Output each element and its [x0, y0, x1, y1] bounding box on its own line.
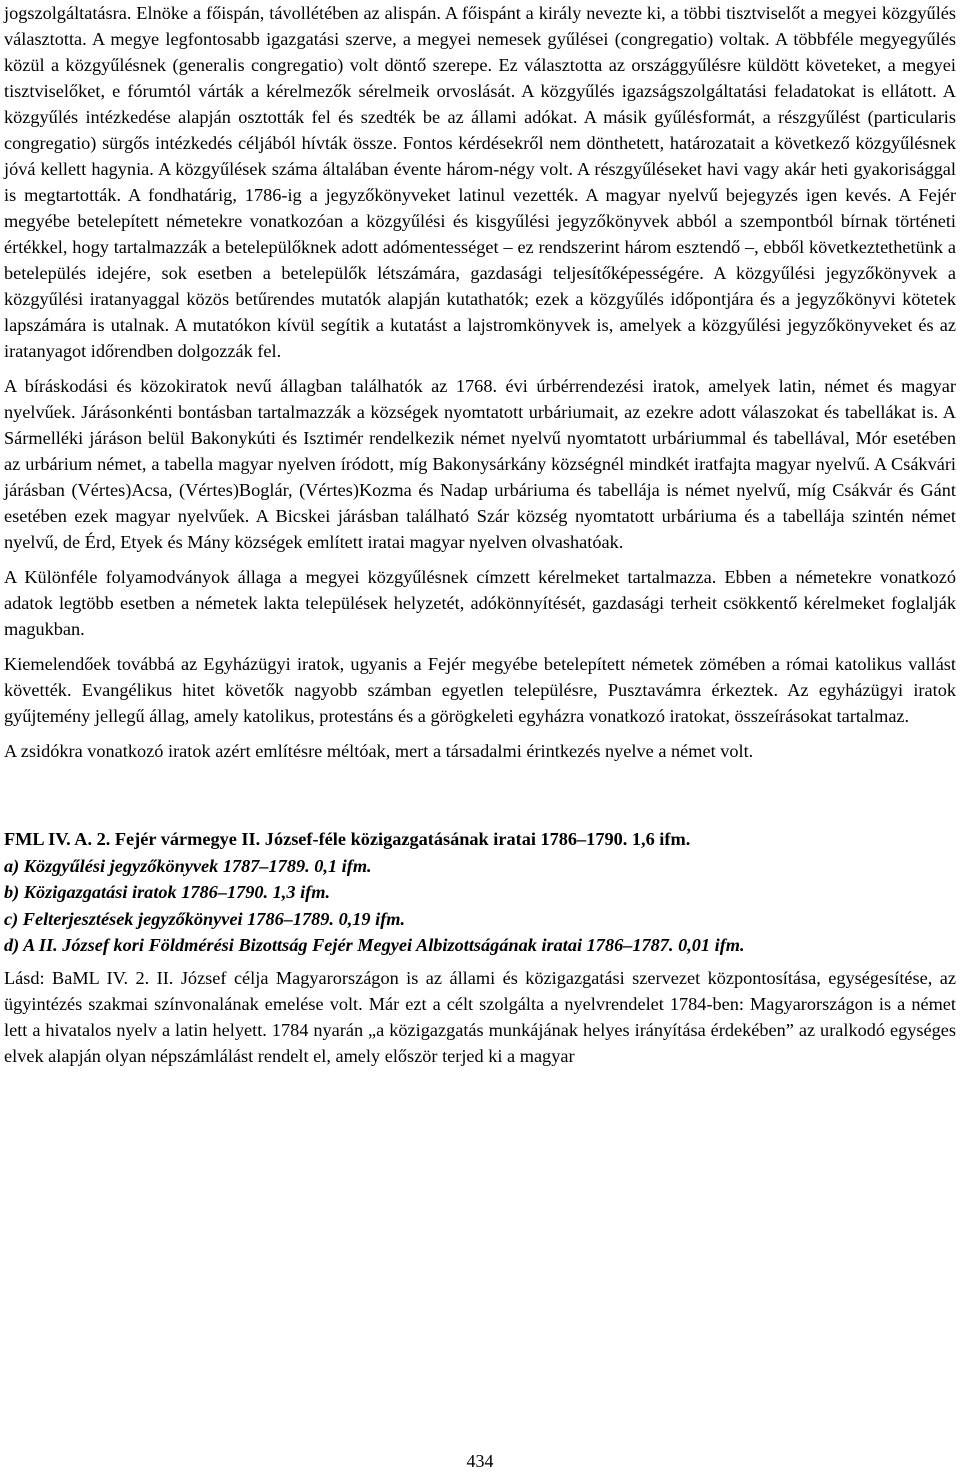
fonds-title: FML IV. A. 2. Fejér vármegye II. József-féle közigazgatásának iratai 1786–1790. 1,6 ifm.	[4, 829, 691, 849]
body-paragraph: A bíráskodási és közokiratok nevű állagban találhatók az 1768. évi úrbérrendezési iratok, amelyek latin, német és magyar nyelvűek. Járásonkénti bontásban tartalmazzák a községek nyomtatott urbáriumait, az ezekre adott válaszokat és tabellákat is. A Sármelléki járáson belül Bakonykúti és Isztimér rendelkezik német nyelvű nyomtatott urbáriummal és tabellával, Mór esetében az urbárium német, a tabella magyar nyelven íródott, míg Bakonysárkány községnél mindkét iratfajta magyar nyelvű. A Csákvári járásban (Vértes)Acsa, (Vértes)Boglár, (Vértes)Kozma és Nadap urbáriuma és tabellája is német nyelvű, míg Csákvár és Gánt esetében ezek magyar nyelvűek. A Bicskei járásban található Szár község nyomtatott urbáriuma és a tabellája szintén német nyelvű, de Érd, Etyek és Mány községek említett iratai magyar nyelven olvashatóak.	[4, 376, 956, 552]
body-paragraph: A zsidókra vonatkozó iratok azért említésre méltóak, mert a társadalmi érintkezés nyelve a német volt.	[4, 741, 754, 761]
document-page	[4, 0, 956, 1069]
body-paragraph: Kiemelendőek továbbá az Egyházügyi iratok, ugyanis a Fejér megyébe betelepített németek zömében a római katolikus vallást követték. Evangélikus hitet követők nagyobb számban egyetlen településre, Pusztavámra érkeztek. Az egyházügyi iratok gyűjtemény jellegű állag, amely katolikus, protestáns és a görögkeleti egyházra vonatkozó iratokat, összeírásokat tartalmaz.	[4, 654, 956, 726]
subseries-item: b) Közigazgatási iratok 1786–1790. 1,3 ifm.	[4, 882, 331, 902]
body-paragraph: jogszolgáltatásra. Elnöke a főispán, távollétében az alispán. A főispánt a király nevezte ki, a többi tisztviselőt a megyei közgyűlés választotta. A megye legfontosabb igazgatási szerve, a megyei nemesek gyűlései (congregatio) voltak. A többféle megyegyűlés közül a közgyűlésnek (generalis congregatio) volt döntő szerepe. Ez választotta az országgyűlésre küldött követeket, a megyei tisztviselőket, e fórumtól várták a kérelmezők sérelmeik orvoslását. A közgyűlés igazságszolgáltatási feladatokat is ellátott. A közgyűlés intézkedése alapján osztották fel és szedték be az állami adókat. A másik gyűlésformát, a részgyűlést (particularis congregatio) sürgős intézkedés céljából hívták össze. Fontos kérdésekről nem dönthetett, határozatait a következő közgyűlésnek jóvá kellett hagynia. A közgyűlések száma általában évente három-négy volt. A részgyűléseket havi vagy akár heti gyakorisággal is megtartották. A fondhatárig, 1786-ig a jegyzőkönyveket latinul vezették. A magyar nyelvű bejegyzés igen kevés. A Fejér megyébe betelepített németekre vonatkozóan a közgyűlési és kisgyűlési jegyzőkönyvek abból a szempontból bírnak történeti értékkel, hogy tartalmazzák a betelepülőknek adott adómentességet – ez rendszerint három esztendő –, ebből következtethetünk a betelepülés idejére, sok esetben a betelepülők létszámára, gazdasági teljesítőképességére. A közgyűlési jegyzőkönyvek a közgyűlési iratanyaggal közös betűrendes mutatók alapján kutathatók; ezek a közgyűlés időpontjára és a jegyzőkönyvi kötetek lapszámára is utalnak. A mutatókon kívül segítik a kutatást a lajstromkönyvek is, amelyek a közgyűlési jegyzőkönyveket és az iratanyagot időrendben dolgozzák fel.	[4, 3, 956, 361]
fonds-entry	[4, 826, 956, 1069]
body-paragraph: A Különféle folyamodványok állaga a megyei közgyűlésnek címzett kérelmeket tartalmazza. Ebben a németekre vonatkozó adatok legtöbb esetben a németek lakta települések helyzetét, adókönnyítését, gazdasági terheit csökkentő kérelmeket foglalják magukban.	[4, 567, 956, 639]
page-number: 434	[466, 1451, 494, 1471]
subseries-item: c) Felterjesztések jegyzőkönyvei 1786–1789. 0,19 ifm.	[4, 908, 406, 929]
section-spacer	[4, 773, 956, 826]
reference-paragraph: Lásd: BaML IV. 2. II. József célja Magyarországon is az állami és közigazgatási szervezet központosítása, egységesítése, az ügyintézés szakmai színvonalának emelése volt. Már ezt a célt szolgálta a nyelvrendelet 1784-ben: Magyarországon is a német lett a hivatalos nyelv a latin helyett. 1784 nyarán „a közigazgatás munkájának helyes irányítása érdekében” az uralkodó egységes elvek alapján olyan népszámlálást rendelt el, amely először terjed ki a magyar	[4, 967, 956, 1066]
subseries-item: d) A II. József kori Földmérési Bizottság Fejér Megyei Albizottságának iratai 1786–1787. 0,01 ifm.	[4, 935, 745, 955]
subseries-item: a) Közgyűlési jegyzőkönyvek 1787–1789. 0,1 ifm.	[4, 855, 372, 876]
